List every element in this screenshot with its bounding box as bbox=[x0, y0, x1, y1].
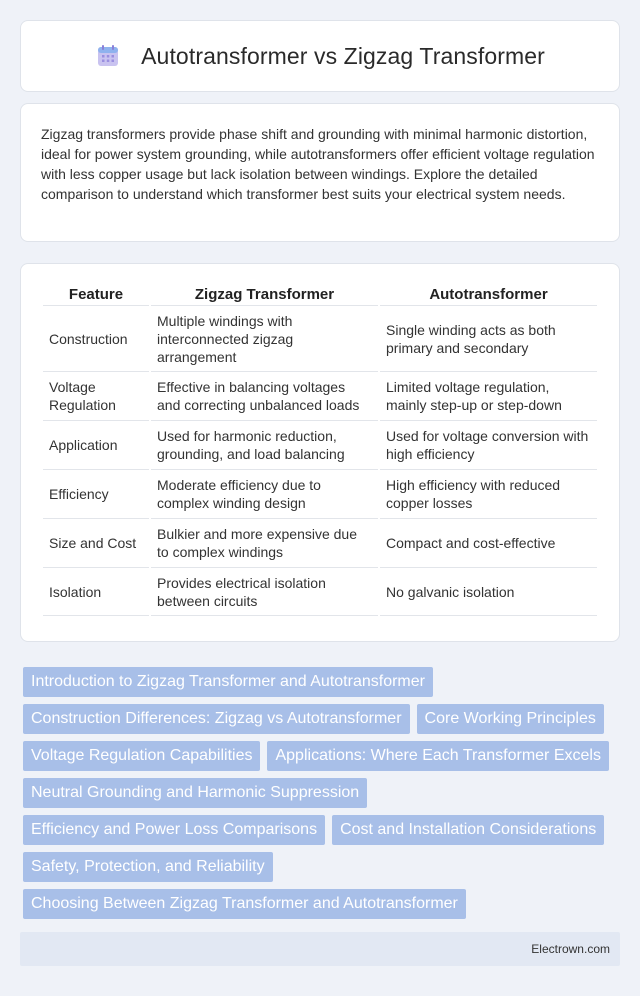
autotransformer-cell: No galvanic isolation bbox=[380, 568, 597, 616]
topic-tag-grounding[interactable]: Neutral Grounding and Harmonic Suppression bbox=[23, 778, 367, 808]
feature-cell: Application bbox=[43, 421, 149, 470]
topic-tag-working-principles[interactable]: Core Working Principles bbox=[417, 704, 604, 734]
zigzag-cell: Provides electrical isolation between circuits bbox=[151, 568, 378, 616]
column-header-zigzag: Zigzag Transformer bbox=[151, 284, 378, 306]
autotransformer-cell: Compact and cost-effective bbox=[380, 519, 597, 568]
comparison-table bbox=[41, 284, 599, 616]
table-row bbox=[43, 470, 597, 519]
table-row bbox=[43, 421, 597, 470]
intro-paragraph: Zigzag transformers provide phase shift and grounding with minimal harmonic distortion, ideal for power system grounding, while autotransformers offer efficient voltage regulation with less copper usage but lack isolation between windings. Explore the detailed comparison to understand which transformer best suits your electrical system needs. bbox=[41, 126, 595, 202]
topic-tag-choosing[interactable]: Choosing Between Zigzag Transformer and Autotransformer bbox=[23, 889, 466, 919]
intro-card bbox=[20, 103, 620, 242]
topic-tag-efficiency[interactable]: Efficiency and Power Loss Comparisons bbox=[23, 815, 325, 845]
feature-cell: Efficiency bbox=[43, 470, 149, 519]
feature-cell: Construction bbox=[43, 306, 149, 372]
zigzag-cell: Effective in balancing voltages and correcting unbalanced loads bbox=[151, 372, 378, 421]
page-title: Autotransformer vs Zigzag Transformer bbox=[141, 42, 545, 69]
table-row bbox=[43, 306, 597, 372]
zigzag-cell: Moderate efficiency due to complex winding design bbox=[151, 470, 378, 519]
footer bbox=[20, 932, 620, 966]
table-row bbox=[43, 568, 597, 616]
footer-site-link[interactable]: Electrown.com bbox=[531, 942, 610, 956]
table-row bbox=[43, 372, 597, 421]
autotransformer-cell: Limited voltage regulation, mainly step-up or step-down bbox=[380, 372, 597, 421]
feature-cell: Isolation bbox=[43, 568, 149, 616]
calendar-icon bbox=[95, 43, 121, 69]
topic-tags bbox=[23, 667, 613, 926]
autotransformer-cell: High efficiency with reduced copper losses bbox=[380, 470, 597, 519]
topic-tag-construction[interactable]: Construction Differences: Zigzag vs Autotransformer bbox=[23, 704, 410, 734]
feature-cell: Size and Cost bbox=[43, 519, 149, 568]
column-header-autotransformer: Autotransformer bbox=[380, 284, 597, 306]
topic-tag-voltage-regulation[interactable]: Voltage Regulation Capabilities bbox=[23, 741, 260, 771]
autotransformer-cell: Used for voltage conversion with high efficiency bbox=[380, 421, 597, 470]
topic-tag-cost[interactable]: Cost and Installation Considerations bbox=[332, 815, 604, 845]
zigzag-cell: Bulkier and more expensive due to complex windings bbox=[151, 519, 378, 568]
zigzag-cell: Used for harmonic reduction, grounding, and load balancing bbox=[151, 421, 378, 470]
comparison-table-card bbox=[20, 263, 620, 642]
table-row bbox=[43, 519, 597, 568]
title-card bbox=[20, 20, 620, 92]
autotransformer-cell: Single winding acts as both primary and secondary bbox=[380, 306, 597, 372]
zigzag-cell: Multiple windings with interconnected zigzag arrangement bbox=[151, 306, 378, 372]
feature-cell: Voltage Regulation bbox=[43, 372, 149, 421]
topic-tag-safety[interactable]: Safety, Protection, and Reliability bbox=[23, 852, 273, 882]
topic-tag-applications[interactable]: Applications: Where Each Transformer Excels bbox=[267, 741, 608, 771]
column-header-feature: Feature bbox=[43, 284, 149, 306]
topic-tag-introduction[interactable]: Introduction to Zigzag Transformer and Autotransformer bbox=[23, 667, 433, 697]
